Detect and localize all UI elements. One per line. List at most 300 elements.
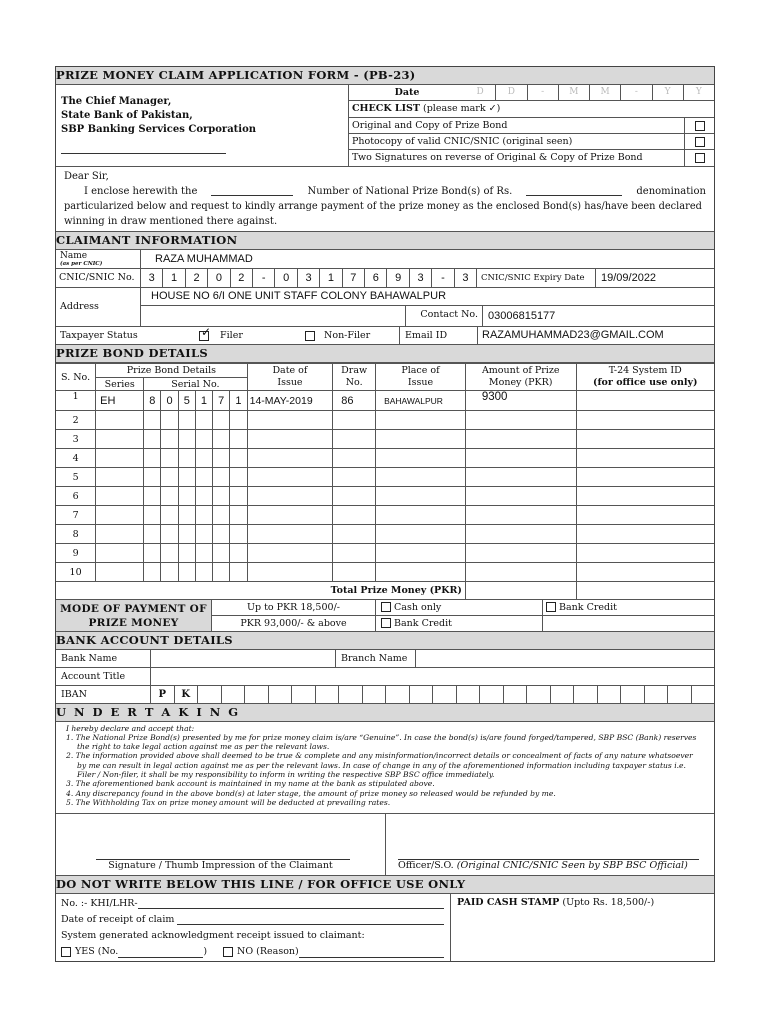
checklist-item: Original and Copy of Prize Bond <box>352 120 508 131</box>
serial-digit[interactable] <box>161 487 178 506</box>
filer-option[interactable] <box>171 327 297 344</box>
claim-form <box>55 66 715 962</box>
serial-digit[interactable] <box>230 487 247 506</box>
table-row <box>56 411 714 430</box>
bank-name-label: Bank Name <box>61 652 118 664</box>
officer-signature-label <box>398 860 688 871</box>
iban-box[interactable] <box>667 686 691 703</box>
date-box[interactable]: - <box>527 85 558 100</box>
iban-box[interactable] <box>526 686 550 703</box>
iban-box[interactable] <box>385 686 409 703</box>
t24-cell[interactable] <box>576 525 714 544</box>
serial-digit[interactable] <box>144 544 161 563</box>
no-label: NO (Reason) <box>237 945 299 957</box>
date-box[interactable]: - <box>620 85 651 100</box>
draw-cell[interactable] <box>333 563 376 582</box>
undertaking-item: 5. The Withholding Tax on prize money amount will be deducted at prevailing rates. <box>66 797 391 807</box>
serial-digit[interactable] <box>144 506 161 525</box>
cnic-digit[interactable]: 3 <box>297 269 319 287</box>
serial-digit[interactable] <box>178 468 195 487</box>
col-date-l2: Issue <box>277 377 303 388</box>
serial-digit[interactable] <box>213 506 230 525</box>
denomination-blank[interactable] <box>526 184 622 196</box>
serial-digit[interactable] <box>213 430 230 449</box>
bank-credit-label: Bank Credit <box>559 601 617 613</box>
no-reason-field[interactable] <box>299 945 444 958</box>
col-amount-l1: Amount of Prize <box>481 365 560 376</box>
col-place-l2: Issue <box>407 377 434 388</box>
date-box[interactable]: D <box>476 87 484 97</box>
cnic-dash: - <box>431 269 453 287</box>
col-date-l1: Date of <box>272 365 308 376</box>
serial-digit[interactable] <box>195 487 212 506</box>
amount-cell[interactable] <box>465 468 576 487</box>
email-field[interactable]: RAZAMUHAMMAD23@GMAIL.COM <box>477 327 714 344</box>
row-number: 5 <box>56 468 96 487</box>
close-paren: ) <box>203 945 208 957</box>
checklist-item: Photocopy of valid CNIC/SNIC (original seen) <box>352 136 573 147</box>
table-row <box>56 506 714 525</box>
undertaking-intro: I hereby declare and accept that: <box>66 723 195 733</box>
checklist-checkbox[interactable] <box>695 137 705 147</box>
serial-digit[interactable] <box>161 449 178 468</box>
serial-digit[interactable] <box>230 411 247 430</box>
serial-digit[interactable] <box>195 468 212 487</box>
amount-cell[interactable] <box>465 506 576 525</box>
draw-cell[interactable] <box>333 487 376 506</box>
serial-digit[interactable] <box>195 449 212 468</box>
bank-credit-label: Bank Credit <box>394 617 452 629</box>
table-row <box>56 544 714 563</box>
series-cell[interactable] <box>96 506 144 525</box>
table-row <box>56 487 714 506</box>
iban-box[interactable] <box>315 686 339 703</box>
serial-digit[interactable] <box>230 468 247 487</box>
serial-digit[interactable]: 5 <box>178 391 195 411</box>
cash-label: Cash only <box>394 601 442 613</box>
serial-digit[interactable] <box>213 468 230 487</box>
cnic-digit[interactable]: 6 <box>364 269 386 287</box>
payment-mode-label: MODE OF PAYMENT OF PRIZE MONEY <box>56 600 211 631</box>
stamp-note: (Upto Rs. 18,500/-) <box>562 896 655 908</box>
iban-box[interactable] <box>620 686 644 703</box>
serial-digit[interactable] <box>230 544 247 563</box>
serial-digit[interactable]: 1 <box>195 391 212 411</box>
expiry-field[interactable]: 19/09/2022 <box>595 269 714 287</box>
series-cell[interactable] <box>96 487 144 506</box>
date-box[interactable]: M <box>558 85 589 100</box>
bank-credit-option-above[interactable] <box>375 616 542 631</box>
draw-cell[interactable] <box>333 468 376 487</box>
serial-digit[interactable] <box>230 430 247 449</box>
iban-box[interactable] <box>573 686 597 703</box>
col-draw-l1: Draw <box>341 365 368 376</box>
serial-digit[interactable] <box>178 563 195 582</box>
col-draw-l2: No. <box>345 377 363 388</box>
bank-credit-option[interactable] <box>542 600 714 615</box>
blank-cell <box>542 616 714 631</box>
checklist-checkbox[interactable] <box>695 121 705 131</box>
table-row <box>56 525 714 544</box>
issue-date-cell[interactable] <box>247 525 333 544</box>
bank-credit-checkbox[interactable] <box>381 618 391 628</box>
undertaking-item: 2. The information provided above shall deemed to be true & complete and any misinformation/incorrect details or concealment of facts of any nature whatsoever by me can result in legal action against me as per the relevant laws. In case of change in any of the aforementioned information including taxpayer status i.e. Filer / Non-filer, it shall be my responsibility to inform in writing the respective SBP BSC office immediately. <box>66 751 693 779</box>
name-field[interactable]: RAZA MUHAMMAD <box>140 250 714 268</box>
place-cell[interactable] <box>376 487 466 506</box>
cnic-digit[interactable]: 3 <box>409 269 431 287</box>
form-title: PRIZE MONEY CLAIM APPLICATION FORM - (PB-23) <box>56 67 714 84</box>
cnic-digit[interactable]: 7 <box>342 269 364 287</box>
issue-date-cell[interactable] <box>247 430 333 449</box>
amount-cell[interactable] <box>465 525 576 544</box>
place-cell[interactable]: BAHAWALPUR <box>376 391 466 411</box>
iban-box[interactable] <box>409 686 433 703</box>
row-number: 1 <box>56 391 96 411</box>
filer-label: Filer <box>220 330 243 341</box>
cnic-digit[interactable]: 3 <box>148 272 155 284</box>
amount-cell[interactable] <box>465 563 576 582</box>
col-amount <box>465 364 576 391</box>
iban-box[interactable] <box>268 686 292 703</box>
col-date <box>247 364 333 391</box>
bond-count-blank[interactable] <box>211 184 293 196</box>
addressee-block <box>56 85 348 166</box>
iban-box[interactable] <box>338 686 362 703</box>
iban-box[interactable] <box>221 686 245 703</box>
date-input[interactable] <box>465 85 714 100</box>
serial-digit[interactable] <box>195 506 212 525</box>
draw-cell[interactable] <box>333 506 376 525</box>
issue-date-cell[interactable] <box>247 411 333 430</box>
addressee-line: The Chief Manager, <box>61 96 172 107</box>
serial-digit[interactable] <box>178 411 195 430</box>
office-header: DO NOT WRITE BELOW THIS LINE / FOR OFFICE USE ONLY <box>56 875 714 893</box>
serial-digit[interactable] <box>213 449 230 468</box>
issue-date-cell[interactable] <box>247 468 333 487</box>
undertaking-header: U N D E R T A K I N G <box>56 703 714 721</box>
contact-field[interactable]: 03006815177 <box>482 306 714 326</box>
row-number: 10 <box>56 563 96 582</box>
iban-field[interactable] <box>150 686 714 703</box>
amount-cell[interactable] <box>465 411 576 430</box>
col-series: Series <box>96 378 144 391</box>
nonfiler-label: Non-Filer <box>324 330 371 341</box>
serial-digit[interactable] <box>213 487 230 506</box>
serial-digit[interactable]: 0 <box>161 391 178 411</box>
draw-cell[interactable] <box>333 449 376 468</box>
place-cell[interactable] <box>376 430 466 449</box>
cnic-digit[interactable]: 2 <box>185 269 207 287</box>
serial-digit[interactable]: 8 <box>144 391 161 411</box>
address-label: Address <box>60 301 99 312</box>
series-cell[interactable] <box>96 563 144 582</box>
issue-date-cell[interactable]: 14-MAY-2019 <box>247 391 333 411</box>
serial-digit[interactable] <box>144 430 161 449</box>
serial-digit[interactable] <box>230 449 247 468</box>
serial-digit[interactable]: 1 <box>230 391 247 411</box>
series-cell[interactable] <box>96 411 144 430</box>
cnic-digit[interactable]: 3 <box>454 269 476 287</box>
serial-digit[interactable] <box>178 449 195 468</box>
yes-number-field[interactable] <box>118 945 203 958</box>
serial-digit[interactable] <box>161 525 178 544</box>
iban-box[interactable] <box>432 686 456 703</box>
serial-digit[interactable] <box>195 563 212 582</box>
col-t24-l1: T-24 System ID <box>608 365 682 376</box>
place-cell[interactable] <box>376 506 466 525</box>
table-row <box>56 468 714 487</box>
total-amount-cell[interactable] <box>465 582 576 599</box>
place-cell[interactable] <box>376 411 466 430</box>
serial-digit[interactable] <box>178 544 195 563</box>
iban-prefix: P <box>158 688 167 700</box>
taxpayer-label: Taxpayer Status <box>60 330 138 341</box>
serial-digit[interactable] <box>195 525 212 544</box>
yes-label: YES (No. <box>75 945 119 957</box>
cnic-digit[interactable]: 1 <box>319 269 341 287</box>
cnic-dash: - <box>252 269 274 287</box>
serial-digit[interactable] <box>161 468 178 487</box>
issue-date-cell[interactable] <box>247 487 333 506</box>
series-cell[interactable] <box>96 525 144 544</box>
place-cell[interactable] <box>376 563 466 582</box>
serial-digit[interactable] <box>161 506 178 525</box>
place-cell[interactable] <box>376 468 466 487</box>
serial-digit[interactable] <box>144 411 161 430</box>
cash-checkbox[interactable] <box>381 602 391 612</box>
t24-cell[interactable] <box>576 391 714 411</box>
payment-tier-upto: Up to PKR 18,500/- <box>247 601 340 613</box>
checklist-title-text: CHECK LIST <box>352 103 420 114</box>
expiry-label: CNIC/SNIC Expiry Date <box>476 269 595 287</box>
amount-cell[interactable] <box>465 449 576 468</box>
serial-digit[interactable] <box>161 430 178 449</box>
serial-digit[interactable] <box>178 525 195 544</box>
serial-digit[interactable] <box>161 411 178 430</box>
name-sub-label: (as per CNIC) <box>60 261 103 267</box>
issue-date-cell[interactable] <box>247 544 333 563</box>
issue-date-cell[interactable] <box>247 506 333 525</box>
t24-cell[interactable] <box>576 506 714 525</box>
iban-box[interactable] <box>291 686 315 703</box>
series-cell[interactable] <box>96 468 144 487</box>
draw-cell[interactable]: 86 <box>333 391 376 411</box>
address-field-line2[interactable] <box>141 306 405 326</box>
receipt-date-field[interactable] <box>177 912 444 925</box>
checklist-item: Two Signatures on reverse of Original & Copy of Prize Bond <box>352 152 643 163</box>
serial-digit[interactable] <box>178 487 195 506</box>
email-label: Email ID <box>399 327 477 344</box>
table-row <box>56 449 714 468</box>
checklist-note: (please mark ✓) <box>423 103 501 114</box>
col-serial: Serial No. <box>144 378 247 391</box>
iban-box[interactable] <box>362 686 386 703</box>
table-row <box>56 563 714 582</box>
cnic-field[interactable] <box>140 269 476 287</box>
serial-digit[interactable] <box>144 563 161 582</box>
series-cell[interactable] <box>96 449 144 468</box>
no-checkbox[interactable] <box>223 947 233 957</box>
office-no-field[interactable] <box>138 896 444 909</box>
bond-header: PRIZE BOND DETAILS <box>56 344 714 362</box>
serial-digit[interactable] <box>195 411 212 430</box>
date-box[interactable]: Y <box>683 85 714 100</box>
officer-label: Officer/S.O. <box>398 859 454 871</box>
stamp-label: PAID CASH STAMP <box>457 896 560 908</box>
table-row <box>56 391 714 411</box>
series-cell[interactable] <box>96 430 144 449</box>
name-label-cell <box>56 250 140 268</box>
office-no-label: No. :- KHI/LHR- <box>61 897 138 909</box>
serial-digit[interactable] <box>161 563 178 582</box>
letter-text: Number of National Prize Bond(s) of Rs. <box>307 186 513 197</box>
date-box[interactable]: Y <box>652 85 683 100</box>
ack-label: System generated acknowledgment receipt issued to claimant: <box>61 929 365 941</box>
t24-cell[interactable] <box>576 411 714 430</box>
t24-cell[interactable] <box>576 563 714 582</box>
serial-digit[interactable] <box>213 411 230 430</box>
iban-label: IBAN <box>61 688 87 700</box>
serial-digit[interactable] <box>213 563 230 582</box>
date-box[interactable]: D <box>495 85 526 100</box>
blank-cell <box>576 582 714 599</box>
iban-box[interactable] <box>644 686 668 703</box>
serial-digit[interactable] <box>213 544 230 563</box>
nonfiler-checkbox[interactable] <box>305 331 315 341</box>
place-cell[interactable] <box>376 449 466 468</box>
checklist-checkbox[interactable] <box>695 153 705 163</box>
series-cell[interactable]: EH <box>96 391 144 411</box>
iban-box[interactable] <box>597 686 621 703</box>
cnic-digit[interactable]: 2 <box>230 269 252 287</box>
address-field[interactable]: HOUSE NO 6/I ONE UNIT STAFF COLONY BAHAWALPUR <box>141 288 714 306</box>
draw-cell[interactable] <box>333 430 376 449</box>
undertaking-item: 3. The aforementioned bank account is maintained in my name at the bank as stipulated above. <box>66 779 435 789</box>
serial-digit[interactable] <box>195 544 212 563</box>
iban-box[interactable] <box>691 686 715 703</box>
t24-cell[interactable] <box>576 449 714 468</box>
iban-box[interactable] <box>550 686 574 703</box>
serial-digit[interactable] <box>144 525 161 544</box>
letter-text: I enclose herewith the <box>84 186 198 197</box>
cnic-digit[interactable]: 1 <box>162 269 184 287</box>
draw-cell[interactable] <box>333 525 376 544</box>
place-cell[interactable] <box>376 525 466 544</box>
undertaking-item: 4. Any discrepancy found in the above bond(s) at later stage, the amount of prize money so released would be refunded by me. <box>66 788 556 798</box>
date-label: Date <box>394 87 420 98</box>
iban-box[interactable] <box>244 686 268 703</box>
t24-cell[interactable] <box>576 468 714 487</box>
branch-name-field[interactable] <box>415 650 714 667</box>
nonfiler-option[interactable] <box>297 327 399 344</box>
col-place-l1: Place of <box>401 365 440 376</box>
undertaking-item: 1. The National Prize Bond(s) presented by me for prize money claim is/are “Genuine”. In case the bond(s) is/are found forged/tampered, SBP BSC (Bank) reserves the right to take legal action against me as per the relevant laws. <box>66 732 697 752</box>
t24-cell[interactable] <box>576 487 714 506</box>
iban-prefix: K <box>174 686 198 703</box>
row-number: 2 <box>56 411 96 430</box>
paid-cash-stamp-box <box>450 894 714 961</box>
serial-digit[interactable] <box>230 506 247 525</box>
bank-name-field[interactable] <box>150 650 335 667</box>
iban-box[interactable] <box>456 686 480 703</box>
serial-digit[interactable] <box>178 506 195 525</box>
addressee-line: SBP Banking Services Corporation <box>61 124 257 135</box>
col-amount-l2: Money (PKR) <box>488 377 553 388</box>
row-number: 9 <box>56 544 96 563</box>
serial-digit[interactable]: 7 <box>213 391 230 411</box>
issue-date-cell[interactable] <box>247 449 333 468</box>
cnic-digit[interactable]: 9 <box>386 269 408 287</box>
cnic-digit[interactable]: 0 <box>274 269 296 287</box>
col-details: Prize Bond Details <box>96 364 247 378</box>
serial-digit[interactable] <box>144 468 161 487</box>
branch-name-label: Branch Name <box>335 650 415 667</box>
bond-table <box>56 363 714 599</box>
row-number: 4 <box>56 449 96 468</box>
letter-body <box>56 167 714 231</box>
iban-box[interactable] <box>503 686 527 703</box>
account-title-label: Account Title <box>61 670 126 682</box>
check-mark-icon: ✓ <box>201 325 212 339</box>
row-number: 6 <box>56 487 96 506</box>
addressee-blank-line <box>61 153 226 154</box>
checklist-title <box>349 101 714 118</box>
serial-digit[interactable] <box>178 430 195 449</box>
contact-label: Contact No. <box>405 306 482 326</box>
issue-date-cell[interactable] <box>247 563 333 582</box>
serial-digit[interactable] <box>230 563 247 582</box>
row-number: 3 <box>56 430 96 449</box>
serial-digit[interactable] <box>195 430 212 449</box>
bank-credit-checkbox[interactable] <box>546 602 556 612</box>
office-left <box>56 894 450 961</box>
serial-digit[interactable] <box>230 525 247 544</box>
officer-signature-box[interactable] <box>385 814 714 875</box>
amount-cell[interactable] <box>465 430 576 449</box>
iban-box[interactable] <box>197 686 221 703</box>
date-box[interactable]: M <box>589 85 620 100</box>
row-number: 7 <box>56 506 96 525</box>
place-cell[interactable] <box>376 544 466 563</box>
serial-digit[interactable] <box>144 487 161 506</box>
cnic-digit[interactable]: 0 <box>207 269 229 287</box>
draw-cell[interactable] <box>333 411 376 430</box>
t24-cell[interactable] <box>576 544 714 563</box>
col-t24 <box>576 364 714 391</box>
addressee-line: State Bank of Pakistan, <box>61 110 193 121</box>
account-title-field[interactable] <box>150 668 714 685</box>
claimant-signature-box[interactable] <box>56 814 385 875</box>
name-label: Name <box>60 251 88 261</box>
amount-cell[interactable] <box>465 487 576 506</box>
serial-digit[interactable] <box>144 449 161 468</box>
cash-option[interactable] <box>375 600 542 615</box>
yes-checkbox[interactable] <box>61 947 71 957</box>
serial-digit[interactable] <box>161 544 178 563</box>
serial-digit[interactable] <box>213 525 230 544</box>
series-cell[interactable] <box>96 544 144 563</box>
t24-cell[interactable] <box>576 430 714 449</box>
amount-cell[interactable]: 9300 <box>465 391 576 411</box>
amount-cell[interactable] <box>465 544 576 563</box>
letter-text: particularized below and request to kindly arrange payment of the prize money as the enclosed Bond(s) has/have been declared <box>64 201 702 212</box>
letter-text: winning in draw mentioned there against. <box>64 216 278 227</box>
draw-cell[interactable] <box>333 544 376 563</box>
total-label: Total Prize Money (PKR) <box>56 582 465 599</box>
iban-box[interactable] <box>479 686 503 703</box>
salutation: Dear Sir, <box>64 171 109 182</box>
col-sno: S. No. <box>56 364 96 391</box>
